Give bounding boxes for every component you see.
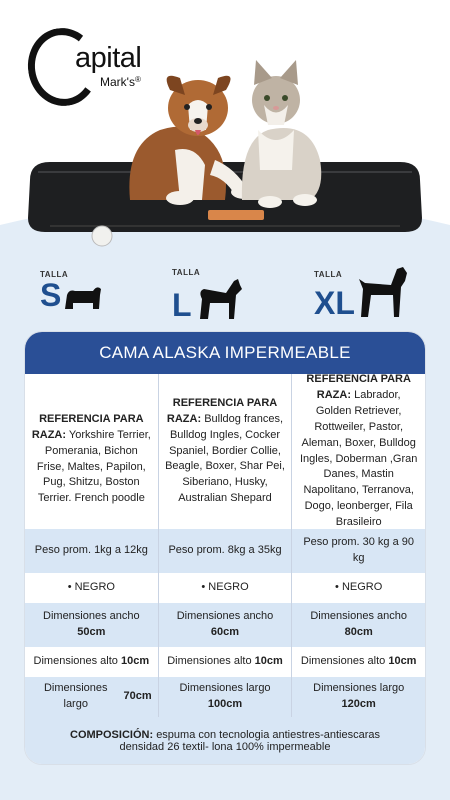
size-s	[40, 270, 103, 311]
product-photo	[20, 50, 430, 250]
weight-cell: Peso prom. 30 kg a 90 kg	[303, 536, 415, 564]
length-value: 100cm	[207, 698, 243, 710]
reference-title: REFERENCIA PARA RAZA:	[166, 396, 278, 425]
width-label: Dimensiones ancho	[310, 610, 407, 623]
length-label: Dimensiones largo	[43, 682, 108, 710]
color-cell: • NEGRO	[335, 581, 383, 594]
reference-title: REFERENCIA PARA RAZA:	[306, 372, 411, 401]
length-label: Dimensiones largo	[313, 682, 405, 695]
weight-cell: Peso prom. 1kg a 12kg	[25, 529, 159, 573]
size-letter: L	[172, 287, 192, 323]
width-cell	[25, 603, 159, 647]
logo-text: apital	[75, 42, 142, 74]
length-cell	[25, 677, 159, 717]
size-xl	[314, 258, 409, 319]
weight-cell: Peso prom. 8kg a 35kg	[159, 529, 293, 573]
reference-cell-xl	[292, 374, 425, 529]
length-value: 120cm	[341, 698, 376, 710]
length-cell	[292, 677, 425, 717]
size-letter: XL	[314, 285, 355, 321]
logo-subtext: Mark's®	[100, 75, 141, 89]
width-cell	[159, 603, 293, 647]
height-label: Dimensiones alto	[33, 655, 118, 668]
reference-cell-l	[159, 374, 293, 529]
size-letter: S	[40, 277, 62, 313]
width-value: 50cm	[77, 626, 106, 638]
reference-text: Bulldog frances, Bulldog Ingles, Cocker Spaniel, Bordier Collie, Beagle, Boxer, Shar Pei, Siberiano, Husky, Australian Shepard	[165, 412, 285, 505]
width-value: 80cm	[344, 626, 373, 638]
length-cell	[159, 677, 293, 717]
composition-text: espuma con tecnologia antiestres-antiescaras	[156, 729, 380, 741]
height-value: 10cm	[120, 655, 150, 668]
size-label: TALLA	[314, 270, 343, 279]
cat-image	[242, 60, 321, 208]
height-value: 10cm	[254, 655, 283, 668]
reference-title: REFERENCIA PARA RAZA:	[31, 412, 144, 441]
height-label: Dimensiones alto	[300, 655, 386, 668]
weight-row	[25, 529, 425, 573]
height-label: Dimensiones alto	[167, 655, 252, 668]
width-value: 60cm	[210, 626, 240, 638]
size-label: TALLA	[172, 268, 201, 277]
height-row	[25, 647, 425, 677]
color-row	[25, 573, 425, 603]
height-value: 10cm	[388, 655, 417, 668]
height-cell	[159, 647, 293, 677]
reference-text: Yorkshire Terrier, Pomerania, Bichon Frise, Maltes, Papilon, Pug, Shitzu, Boston Terrier. French poodle	[36, 428, 151, 505]
composition-title: COMPOSICIÓN:	[70, 729, 154, 741]
width-row	[25, 603, 425, 647]
width-cell	[292, 603, 425, 647]
length-value: 70cm	[123, 690, 152, 703]
color-cell: • NEGRO	[159, 573, 293, 603]
small-dog-silhouette-icon	[63, 283, 103, 311]
product-table	[24, 331, 426, 765]
width-label: Dimensiones ancho	[176, 610, 274, 623]
table-title: CAMA ALASKA IMPERMEABLE	[25, 332, 425, 374]
reference-cell-s	[25, 374, 159, 529]
composition-text-2: densidad 26 textil- lona 100% impermeable	[119, 741, 331, 753]
height-cell	[25, 647, 159, 677]
large-dog-silhouette-icon	[357, 265, 409, 319]
references-row	[25, 374, 425, 529]
size-label: TALLA	[40, 270, 69, 279]
dog-image	[129, 76, 259, 205]
length-label: Dimensiones largo	[179, 682, 271, 695]
reference-text: Labrador, Golden Retriever, Rottweiler, Pastor, Aleman, Boxer, Bulldog Ingles, Doberman ,Gran Danes, Mastin Napolitano, Terranova, Dogo, leonberger, Fila Brasileiro	[299, 388, 418, 529]
size-l	[172, 268, 244, 321]
width-label: Dimensiones ancho	[43, 610, 140, 623]
height-cell	[292, 647, 425, 677]
medium-dog-silhouette-icon	[196, 277, 244, 321]
color-cell: • NEGRO	[25, 573, 159, 603]
length-row	[25, 677, 425, 717]
composition-row	[25, 717, 425, 765]
